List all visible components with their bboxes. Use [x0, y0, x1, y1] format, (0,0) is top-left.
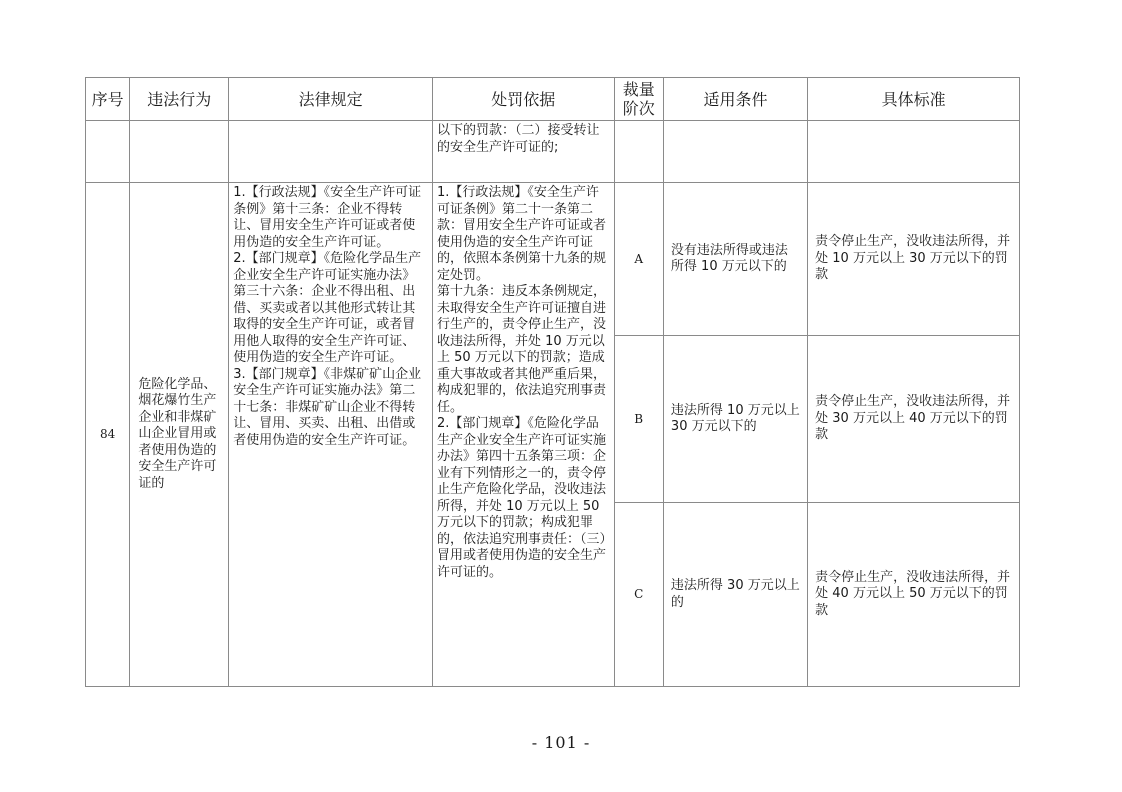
- violation-cell: 危险化学品、烟花爆竹生产企业和非煤矿山企业冒用或者使用伪造的安全生产许可证的: [130, 183, 229, 687]
- standard-cell: 责令停止生产，没收违法所得，并处 40 万元以上 50 万元以下的罚款: [808, 503, 1020, 687]
- basis-item: 1.【行政法规】《安全生产许可证条例》第二十一条第二款：冒用安全生产许可证或者使用伪造的安全生产许可证的，依照本条例第十九条的规定处罚。: [436, 185, 606, 283]
- level-cell: B: [614, 336, 663, 503]
- cont-std-cell: [808, 121, 1020, 183]
- law-item: 3.【部门规章】《非煤矿矿山企业安全生产许可证实施办法》第二十七条：非煤矿矿山企业不得转让、冒用、买卖、出租、出借或者使用伪造的安全生产许可证。: [233, 366, 422, 448]
- penalty-table: [85, 77, 1020, 687]
- law-cell: [229, 183, 433, 687]
- condition-cell: 没有违法所得或违法所得 10 万元以下的: [663, 183, 807, 336]
- cont-cond-cell: [663, 121, 807, 183]
- table-row: [86, 183, 1020, 336]
- continued-row: [86, 121, 1020, 183]
- cont-act-cell: [130, 121, 229, 183]
- header-level: 裁量阶次: [614, 78, 663, 121]
- law-item: 1.【行政法规】《安全生产许可证条例》第十三条：企业不得转让、冒用安全生产许可证或者使用伪造的安全生产许可证。: [233, 185, 422, 250]
- basis-item: 第十九条：违反本条例规定，未取得安全生产许可证擅自进行生产的，责令停止生产，没收违法所得，并处 10 万元以上 50 万元以下的罚款；造成重大事故或者其他严重后果，构成犯罪的，依法追究刑事责任。: [436, 284, 606, 415]
- seq-cell: 84: [86, 183, 130, 687]
- basis-cell: [432, 183, 614, 687]
- cont-basis-cell: [432, 121, 614, 183]
- page-number: - 101 -: [531, 733, 591, 752]
- header-act: 违法行为: [130, 78, 229, 121]
- header-law: 法律规定: [229, 78, 433, 121]
- basis-item: 2.【部门规章】《危险化学品生产企业安全生产许可证实施办法》第四十五条第三项：企业有下列情形之一的，责令停止生产危险化学品，没收违法所得，并处 10 万元以上 50 万元以下的罚款；构成犯罪的，依法追究刑事责任：（三）冒用或者使用伪造的安全生产许可证的。: [436, 416, 606, 580]
- level-cell: A: [614, 183, 663, 336]
- header-basis: 处罚依据: [432, 78, 614, 121]
- condition-cell: 违法所得 30 万元以上的: [663, 503, 807, 687]
- condition-cell: 违法所得 10 万元以上 30 万元以下的: [663, 336, 807, 503]
- cont-basis-text: 以下的罚款：（二）接受转让的安全生产许可证的;: [436, 123, 600, 155]
- level-cell: C: [614, 503, 663, 687]
- cont-level-cell: [614, 121, 663, 183]
- header-seq: 序号: [86, 78, 130, 121]
- law-item: 2.【部门规章】《危险化学品生产企业安全生产许可证实施办法》第三十六条：企业不得出租、出借、买卖或者以其他形式转让其取得的安全生产许可证，或者冒用他人取得的安全生产许可证、使用伪造的安全生产许可证。: [233, 251, 422, 365]
- cont-seq-cell: [86, 121, 130, 183]
- header-cond: 适用条件: [663, 78, 807, 121]
- header-row: [86, 78, 1020, 121]
- standard-cell: 责令停止生产，没收违法所得，并处 30 万元以上 40 万元以下的罚款: [808, 336, 1020, 503]
- standard-cell: 责令停止生产，没收违法所得，并处 10 万元以上 30 万元以下的罚款: [808, 183, 1020, 336]
- header-std: 具体标准: [808, 78, 1020, 121]
- cont-law-cell: [229, 121, 433, 183]
